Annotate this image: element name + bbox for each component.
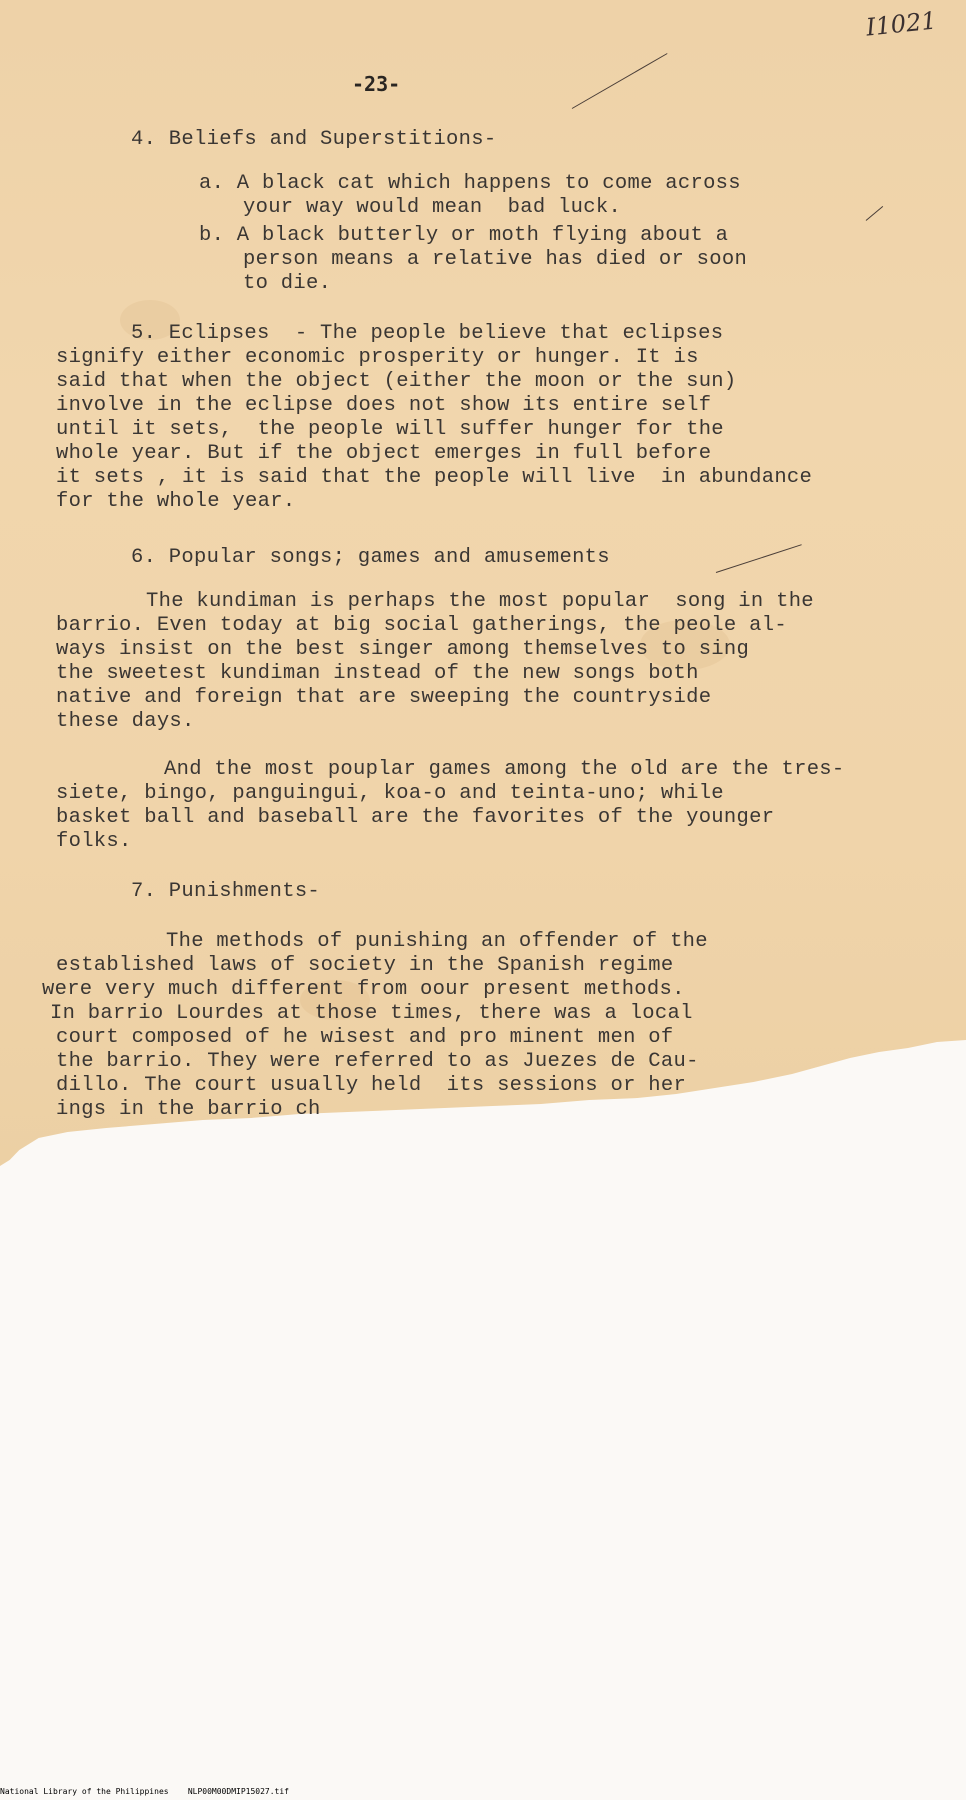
text-line: the sweetest kundiman instead of the new songs both <box>56 662 699 685</box>
text-line: b. A black butterly or moth flying about a <box>199 224 729 247</box>
text-line: to die. <box>243 272 332 295</box>
text-line: whole year. But if the object emerges in full before <box>56 442 712 465</box>
text-line: said that when the object (either the moon or the sun) <box>56 370 737 393</box>
text-line: The methods of punishing an offender of the <box>166 930 708 953</box>
text-line: your way would mean bad luck. <box>243 196 622 219</box>
text-line: for the whole year. <box>56 490 296 513</box>
text-line: ings in the barrio ch <box>56 1098 321 1121</box>
scan-footer <box>0 1787 289 1796</box>
text-line: In barrio Lourdes at those times, there was a local <box>50 1002 693 1025</box>
text-line: basket ball and baseball are the favorites of the younger <box>56 806 775 829</box>
text-line: dillo. The court usually held its sessions or her <box>56 1074 687 1097</box>
handwritten-catalog-note: I1021 <box>864 6 938 42</box>
text-line: a. A black cat which happens to come across <box>199 172 741 195</box>
text-line: And the most pouplar games among the old are the tres- <box>164 758 845 781</box>
text-line: established laws of society in the Spanish regime <box>56 954 674 977</box>
text-line: signify either economic prosperity or hunger. It is <box>56 346 699 369</box>
text-line: barrio. Even today at big social gatherings, the peole al- <box>56 614 787 637</box>
heading-punishments: 7. Punishments- <box>131 880 321 903</box>
text-line: the barrio. They were referred to as Juezes de Cau- <box>56 1050 699 1073</box>
heading-popular-songs: 6. Popular songs; games and amusements <box>131 546 610 569</box>
text-line: folks. <box>56 830 132 853</box>
text-line: siete, bingo, panguingui, koa-o and teinta-uno; while <box>56 782 724 805</box>
heading-beliefs: 4. Beliefs and Superstitions- <box>131 128 497 151</box>
text-line: until it sets, the people will suffer hunger for the <box>56 418 724 441</box>
text-line: involve in the eclipse does not show its entire self <box>56 394 712 417</box>
text-line: native and foreign that are sweeping the countryside <box>56 686 712 709</box>
text-line: it sets , it is said that the people will live in abundance <box>56 466 813 489</box>
page-number: -23- <box>352 72 401 96</box>
text-line: The kundiman is perhaps the most popular song in the <box>146 590 814 613</box>
text-line: ways insist on the best singer among themselves to sing <box>56 638 750 661</box>
text-line: these days. <box>56 710 195 733</box>
text-line: were very much different from oour present methods. <box>42 978 685 1001</box>
footer-library: National Library of the Philippines <box>0 1787 169 1796</box>
footer-filename: NLP00M00DMIP15027.tif <box>187 1787 289 1796</box>
text-line: court composed of he wisest and pro minent men of <box>56 1026 674 1049</box>
heading-eclipses: 5. Eclipses - The people believe that eclipses <box>131 322 724 345</box>
text-line: person means a relative has died or soon <box>243 248 748 271</box>
